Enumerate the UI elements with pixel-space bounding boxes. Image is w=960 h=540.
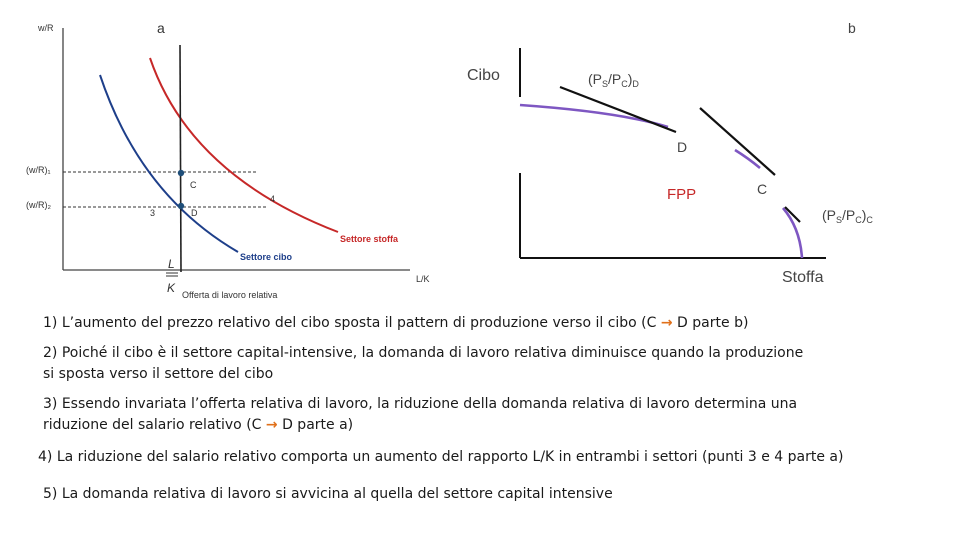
point-3-label: 3: [150, 208, 156, 218]
panel-a-y-axis-label: w/R: [38, 23, 54, 33]
supply-symbol-l: L: [168, 257, 175, 271]
wage-1-label: (w/R)₁: [26, 165, 51, 175]
supply-label: Offerta di lavoro relativa: [182, 290, 278, 300]
statement-3-line-1: 3) Essendo invariata l’offerta relativa di lavoro, la riduzione della domanda relativa di lavoro determina una: [43, 396, 798, 412]
statement-3-line-2-text: riduzione del salario relativo (C: [43, 417, 266, 433]
fpp-label: FPP: [667, 186, 697, 203]
panel-b-label: b: [848, 20, 856, 36]
arrow-icon: →: [265, 417, 278, 433]
point-c-label-b: C: [757, 181, 768, 197]
statement-2: [43, 343, 803, 385]
statement-3-line-2: [43, 415, 797, 436]
panel-a-label: a: [157, 20, 165, 36]
statement-1: [43, 313, 748, 334]
statement-3-line-2-text-end: D parte a): [277, 417, 354, 433]
point-4-label: 4: [270, 194, 276, 204]
arrow-icon: →: [660, 315, 673, 331]
statement-2-line-2: si sposta verso il settore del cibo: [43, 366, 274, 382]
settore-stoffa-label: Settore stoffa: [340, 234, 399, 244]
statement-3: [43, 394, 797, 436]
settore-cibo-label: Settore cibo: [240, 252, 293, 262]
statement-5: 5) La domanda relativa di lavoro si avvicina al quella del settore capital intensive: [43, 486, 613, 502]
supply-symbol-k: K: [167, 281, 176, 295]
point-c-label: C: [190, 180, 197, 190]
panel-b-y-axis-label: Cibo: [467, 67, 500, 84]
statement-4: 4) La riduzione del salario relativo comporta un aumento del rapporto L/K in entrambi i settori (punti 3 e 4 parte a): [38, 449, 844, 465]
price-line-c-label: $(P_S/P_C)_C$: [822, 207, 873, 225]
price-line-d-label: $(P_S/P_C)_D$: [588, 71, 639, 89]
statement-1-text: 1) L’aumento del prezzo relativo del cibo sposta il pattern di produzione verso il cibo (C: [43, 315, 661, 331]
panel-b-x-axis-label: Stoffa: [782, 269, 824, 286]
statement-1-text-end: D parte b): [672, 315, 749, 331]
point-d-label: D: [191, 208, 198, 218]
panel-a-x-axis-label: L/K: [416, 274, 430, 284]
point-d-label-b: D: [677, 139, 688, 155]
statement-2-line-1: 2) Poiché il cibo è il settore capital-intensive, la domanda di lavoro relativa diminuisce quando la produzione: [43, 345, 804, 361]
wage-2-label: (w/R)₂: [26, 200, 51, 210]
